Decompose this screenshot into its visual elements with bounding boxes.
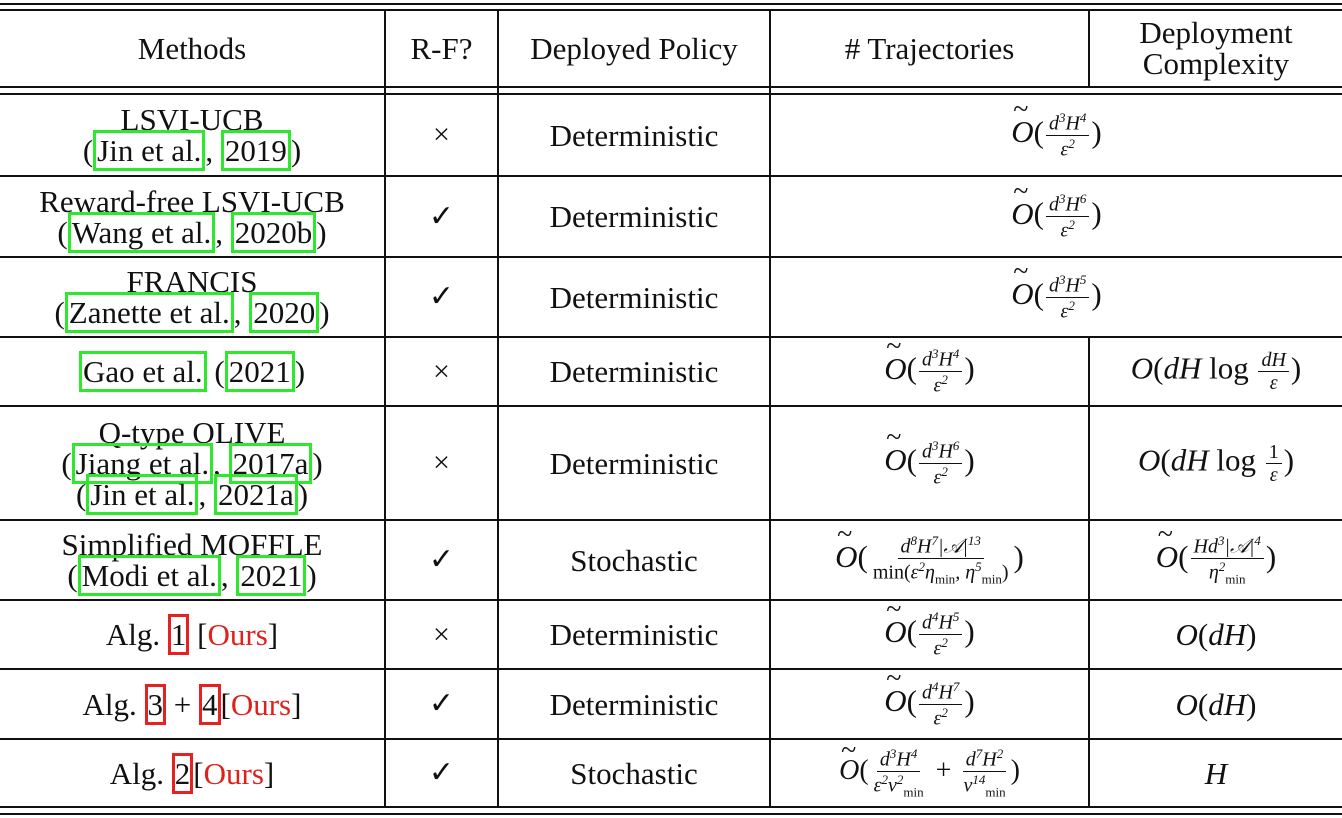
citation-author-link[interactable]: Wang et al. [68, 212, 216, 253]
trajectory-formula [771, 95, 1342, 175]
rf-mark: × [433, 446, 450, 479]
sep: , [220, 558, 237, 593]
bracket: [ [189, 617, 208, 652]
citation-year-link[interactable]: 2020b [231, 212, 317, 253]
row-lsvi-ucb-method [0, 95, 384, 175]
sep: ( [206, 354, 225, 389]
formula: ~ O( $\frac{d^3H^4}{\varepsilon^2}$ ) [1011, 111, 1102, 159]
policy-text: Deterministic [549, 279, 719, 315]
ours-label: Ours [207, 617, 268, 652]
rf-mark: × [433, 354, 450, 388]
row-gao-method [0, 338, 384, 405]
citation-author-link[interactable]: Jiang et al. [72, 443, 213, 484]
header-trajectories-text: # Trajectories [844, 30, 1015, 66]
sep: , [198, 476, 214, 512]
citation-author-link[interactable]: Gao et al. [79, 351, 207, 392]
paren: ) [306, 558, 317, 593]
plus: + [166, 686, 200, 722]
paren: ) [312, 445, 323, 481]
rf-mark: ✓ [428, 543, 455, 576]
citation-author-link[interactable]: Jin et al. [93, 130, 205, 171]
policy-text: Deterministic [549, 199, 719, 234]
method-name: Simplified MOFFLE [61, 527, 323, 562]
citation [79, 356, 305, 387]
citation-author-link[interactable]: Zanette et al. [65, 292, 234, 333]
citation-year-link[interactable]: 2021 [236, 555, 306, 596]
method-label [82, 686, 302, 722]
alg-prefix: Alg. [105, 617, 168, 652]
bracket: ] [263, 755, 275, 791]
paren: ) [294, 354, 306, 389]
rf-mark: × [433, 617, 450, 651]
header-rule-1 [0, 86, 1342, 88]
paren: ( [57, 214, 68, 250]
method-name: FRANCIS [126, 264, 258, 299]
formula: ~ O( $\frac{d^3H^5}{\varepsilon^2}$ ) [1011, 273, 1102, 321]
citation-year-link[interactable]: 2017a [229, 443, 313, 484]
method-name: LSVI-UCB [120, 102, 264, 137]
trajectory-formula [771, 338, 1088, 405]
ours-label: Ours [203, 755, 264, 791]
row-alg3-4-method [0, 670, 384, 738]
sep: , [205, 133, 221, 168]
alg-prefix: Alg. [82, 686, 145, 722]
bottom-rule-1 [0, 806, 1342, 808]
sep: , [213, 445, 229, 481]
citation [57, 214, 327, 250]
citation [83, 135, 301, 166]
formula: ~ O( $\frac{d^3H^6}{\varepsilon^2}$ ) [884, 439, 975, 487]
complexity-formula [1090, 601, 1342, 668]
header-methods [0, 10, 384, 86]
header-rf [386, 10, 497, 86]
row-francis-method [0, 258, 384, 336]
citation [75, 476, 309, 512]
policy-text: Deterministic [549, 117, 719, 153]
header-trajectories [771, 10, 1088, 86]
algorithm-ref-link[interactable]: 1 [168, 614, 190, 655]
rf-mark: ✓ [428, 756, 455, 789]
formula: ~ O( $\frac{d^4H^7}{\varepsilon^2}$ ) [884, 680, 975, 728]
header-methods-text: Methods [137, 30, 247, 66]
paren: ( [75, 476, 87, 512]
row-alg1-method [0, 601, 384, 668]
formula: ~ O( $\frac{Hd^3|𝒜|^4}{\eta^2_{min}}$ ) [1156, 534, 1276, 585]
formula: O(dH log $\frac{dH}{\varepsilon}$ ) [1130, 349, 1302, 394]
paren: ( [54, 295, 65, 330]
formula: ~ O( $\frac{d^3H^4}{\varepsilon^2\nu^2_{min}}$ + $\frac{d^7H^2}{\nu^{14}_{min}}$ ) [839, 747, 1020, 798]
policy-text: Deterministic [549, 617, 719, 652]
formula: ~ O( $\frac{d^3H^4}{\varepsilon^2}$ ) [884, 347, 975, 395]
paren: ( [82, 133, 94, 168]
bracket: ] [267, 617, 279, 652]
sep: , [215, 214, 231, 250]
trajectory-formula [771, 407, 1088, 519]
citation-author-link[interactable]: Jin et al. [86, 474, 198, 515]
method-name: Q-type OLIVE [98, 414, 286, 450]
formula: O(dH) [1175, 617, 1257, 652]
complexity-formula [1090, 407, 1342, 519]
header-rf-text: R-F? [410, 30, 473, 66]
header-complexity-line2: Complexity [1142, 46, 1290, 81]
method-name: Reward-free LSVI-UCB [39, 183, 345, 219]
row-rf-lsvi-ucb-method [0, 177, 384, 256]
trajectory-formula [771, 258, 1342, 336]
formula: O(dH) [1175, 686, 1257, 722]
bracket: [ [220, 686, 231, 722]
trajectory-formula [771, 670, 1088, 738]
method-label [106, 619, 278, 650]
citation [67, 560, 316, 591]
complexity-formula [1090, 521, 1342, 599]
paren: ) [319, 295, 330, 330]
header-policy-text: Deployed Policy [530, 30, 738, 66]
policy-text: Deterministic [549, 686, 719, 722]
paren: ( [67, 558, 78, 593]
bottom-rule-2 [0, 813, 1342, 815]
policy-text: Stochastic [570, 755, 698, 791]
trajectory-formula [771, 521, 1088, 599]
formula: ~ O( $\frac{d^4H^5}{\varepsilon^2}$ ) [884, 610, 975, 658]
citation [54, 297, 329, 328]
header-complexity [1090, 10, 1342, 86]
complexity-formula [1090, 740, 1342, 806]
formula: ~ O( $\frac{d^8H^7|𝒜|^{13}}{\min(\varepsilon^2\eta_{min}, \eta^5_{min})}$ ) [835, 534, 1024, 585]
row-alg2-method [0, 740, 384, 806]
sep: , [233, 295, 250, 330]
rf-mark: × [433, 118, 450, 151]
method-label [109, 755, 275, 791]
policy-text: Deterministic [549, 354, 719, 389]
policy-text: Deterministic [549, 445, 719, 481]
formula: H [1204, 755, 1228, 791]
algorithm-ref-link[interactable]: 2 [172, 753, 194, 794]
trajectory-formula [771, 601, 1088, 668]
citation-year-link[interactable]: 2021a [214, 474, 298, 515]
formula: O(dH log $\frac{1}{\varepsilon}$ ) [1137, 440, 1295, 486]
header-policy [499, 10, 769, 86]
paren: ( [61, 445, 72, 481]
paren: ) [297, 476, 309, 512]
rf-mark: ✓ [428, 280, 455, 313]
citation-year-link[interactable]: 2020 [249, 292, 319, 333]
policy-text: Stochastic [570, 542, 698, 578]
row-moffle-method [0, 521, 384, 599]
citation-year-link[interactable]: 2019 [221, 130, 291, 171]
alg-prefix: Alg. [109, 755, 172, 791]
top-rule-1 [0, 3, 1342, 5]
algorithm-ref-link[interactable]: 4 [199, 684, 221, 725]
paren: ) [316, 214, 327, 250]
bracket: ] [291, 686, 302, 722]
ours-label: Ours [230, 686, 292, 722]
complexity-formula [1090, 338, 1342, 405]
paren: ) [290, 133, 302, 168]
header-complexity-line1: Deployment [1139, 15, 1293, 50]
citation-author-link[interactable]: Modi et al. [78, 555, 221, 596]
bracket: [ [193, 755, 204, 791]
rf-mark: ✓ [428, 687, 455, 720]
formula: ~ O( $\frac{d^3H^6}{\varepsilon^2}$ ) [1011, 192, 1102, 240]
trajectory-formula [771, 177, 1342, 256]
complexity-formula [1090, 670, 1342, 738]
rf-mark: ✓ [428, 199, 455, 233]
algorithm-ref-link[interactable]: 3 [145, 684, 167, 725]
trajectory-formula [771, 740, 1088, 806]
citation-year-link[interactable]: 2021 [225, 351, 295, 392]
row-olive-method [0, 407, 384, 519]
